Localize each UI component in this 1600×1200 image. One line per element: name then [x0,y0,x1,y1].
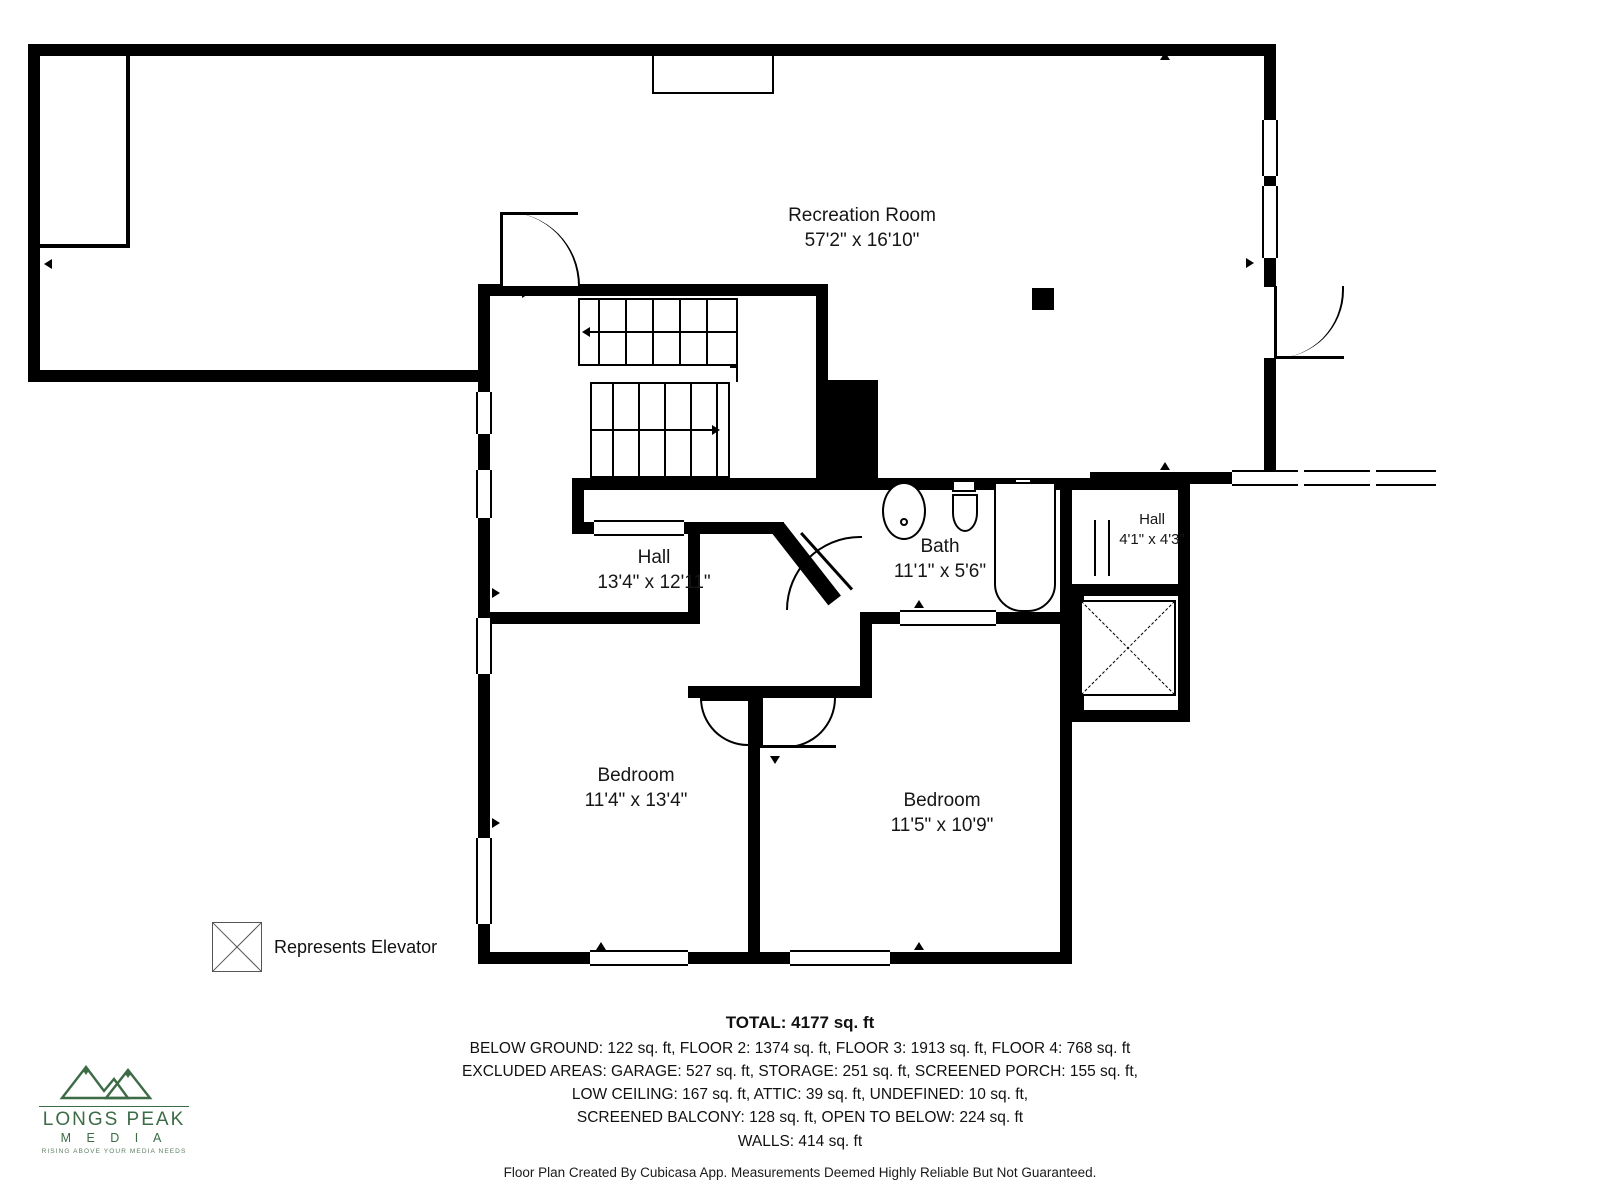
brand-logo [24,1058,204,1155]
brand-tagline: RISING ABOVE YOUR MEDIA NEEDS [41,1148,187,1155]
interior-partition-top-left-v [126,56,130,246]
bathtub-faucet [1014,478,1032,484]
interior-partition-top-left-h [40,244,130,248]
door-threshold-right [1276,356,1344,359]
brand-sub: M E D I A [60,1131,168,1145]
closet-door-hall [594,520,684,536]
wall-exterior-left [28,44,40,382]
stair-landing-right [736,366,738,382]
structural-block-stair [816,380,878,478]
door-arrow-stair-top [522,288,530,298]
room-dimensions: 11'1" x 5'6" [893,561,987,583]
door-arc-bedroom1 [700,698,748,746]
room-name: Bath [920,536,960,557]
summary-line-4: SCREENED BALCONY: 128 sq. ft, OPEN TO BELOW: 224 sq. ft [576,1109,1024,1127]
room-dimensions: 13'4" x 12'11" [597,572,711,594]
door-arc-right [1276,286,1344,358]
elevator-legend-icon [212,922,262,972]
room-name: Recreation Room [788,205,936,226]
room-name: Bedroom [903,790,981,811]
door-arrow-bedroom2 [770,756,780,764]
window-bedroom2-bottom [790,950,890,966]
room-name: Hall [1139,511,1165,528]
small-hall-opening [1094,520,1110,576]
door-swing-arrow-topleft [44,259,52,269]
room-dimensions: 11'4" x 13'4" [584,790,688,812]
wall-bedrooms-bottom [478,952,1072,964]
wall-small-hall-divider [1072,584,1190,596]
door-arc-bedroom2 [762,698,836,748]
summary-line-5: WALLS: 414 sq. ft [737,1132,863,1150]
wall-bath-right [1060,478,1072,624]
window-left-1 [476,392,492,434]
room-label-bedroom-2 [891,788,994,838]
room-label-recreation-room [788,203,936,253]
door-arrow-bedroom1-left [492,818,500,828]
stair-center-line-lower [592,429,716,431]
disclaimer: Floor Plan Created By Cubicasa App. Measurements Deemed Highly Reliable But Not Guaranteed. [503,1164,1097,1180]
wall-bath-left-lower [860,612,872,690]
wall-bedroom2-right [1060,612,1072,964]
window-right-lower [1262,186,1278,258]
room-dimensions: 57'2" x 16'10" [804,230,920,252]
logo-divider [39,1106,189,1107]
room-label-hall-main [597,545,710,595]
bathtub [994,482,1056,612]
window-bedroom1-left-1 [476,618,492,674]
window-rec-bottom-3 [1376,470,1436,486]
stair-direction-arrow-down [712,425,720,435]
summary-line-1: BELOW GROUND: 122 sq. ft, FLOOR 2: 1374 sq. ft, FLOOR 3: 1913 sq. ft, FLOOR 4: 768 sq. ft [469,1039,1131,1057]
room-label-bath [894,534,986,584]
mountain-icon [24,1058,204,1104]
room-label-bedroom-1 [585,763,688,813]
sink-basin [882,482,926,540]
closet-door-bedroom2 [900,610,996,626]
door-arrow-bedroom2-bottom [914,942,924,950]
door-threshold-bedroom2 [762,745,836,748]
door-head-stair-top [500,212,578,215]
door-arrow-rec-bottom [1160,462,1170,470]
wall-between-bedrooms [748,686,760,964]
window-rec-bottom-2 [1304,470,1370,486]
sink-drain [900,518,908,526]
window-left-2 [476,470,492,518]
room-name: Bedroom [597,765,675,786]
window-bedroom1-left-2 [476,838,492,924]
door-arrow-rec-top [1160,52,1170,60]
toilet-bowl [952,494,978,532]
door-arrow-hall-left [492,588,500,598]
wall-exterior-bottom-left [28,370,490,382]
wall-bedroom2-top [688,686,872,698]
room-dimensions: 4'1" x 4'3" [1119,530,1185,548]
window-right-upper [1262,120,1278,176]
summary-line-2: EXCLUDED AREAS: GARAGE: 527 sq. ft, STORAGE: 251 sq. ft, SCREENED PORCH: 155 sq. ft, [462,1062,1138,1080]
room-name: Hall [637,547,671,568]
legend [212,922,437,972]
door-arrow-bedroom2-closet [914,600,924,608]
window-rec-bottom-1 [1232,470,1298,486]
door-swing-arrow-right [1246,258,1254,268]
door-arrow-bedroom1-bottom [596,942,606,950]
wall-exterior-right [1264,44,1276,484]
area-summary [0,1010,1600,1183]
room-dimensions: 11'5" x 10'9" [890,815,994,837]
summary-line-3: LOW CEILING: 167 sq. ft, ATTIC: 39 sq. ft, UNDEFINED: 10 sq. ft, [571,1086,1029,1103]
total-area: TOTAL: 4177 sq. ft [725,1013,875,1032]
elevator-cab [1080,600,1176,696]
wall-exterior-top [28,44,1276,56]
wall-hall-bottom [478,612,700,624]
window-bedroom1-bottom [590,950,688,966]
toilet-tank [952,480,976,492]
wall-small-hall-top [1072,478,1190,490]
wall-small-hall-bottom [1072,710,1190,722]
legend-label: Represents Elevator [274,936,438,957]
structural-column-rec [1032,288,1054,310]
window-top-wall [652,56,774,94]
room-label-hall-small [1119,510,1185,550]
stair-center-line-upper [588,331,736,333]
brand-name: LONGS PEAK [42,1109,186,1130]
